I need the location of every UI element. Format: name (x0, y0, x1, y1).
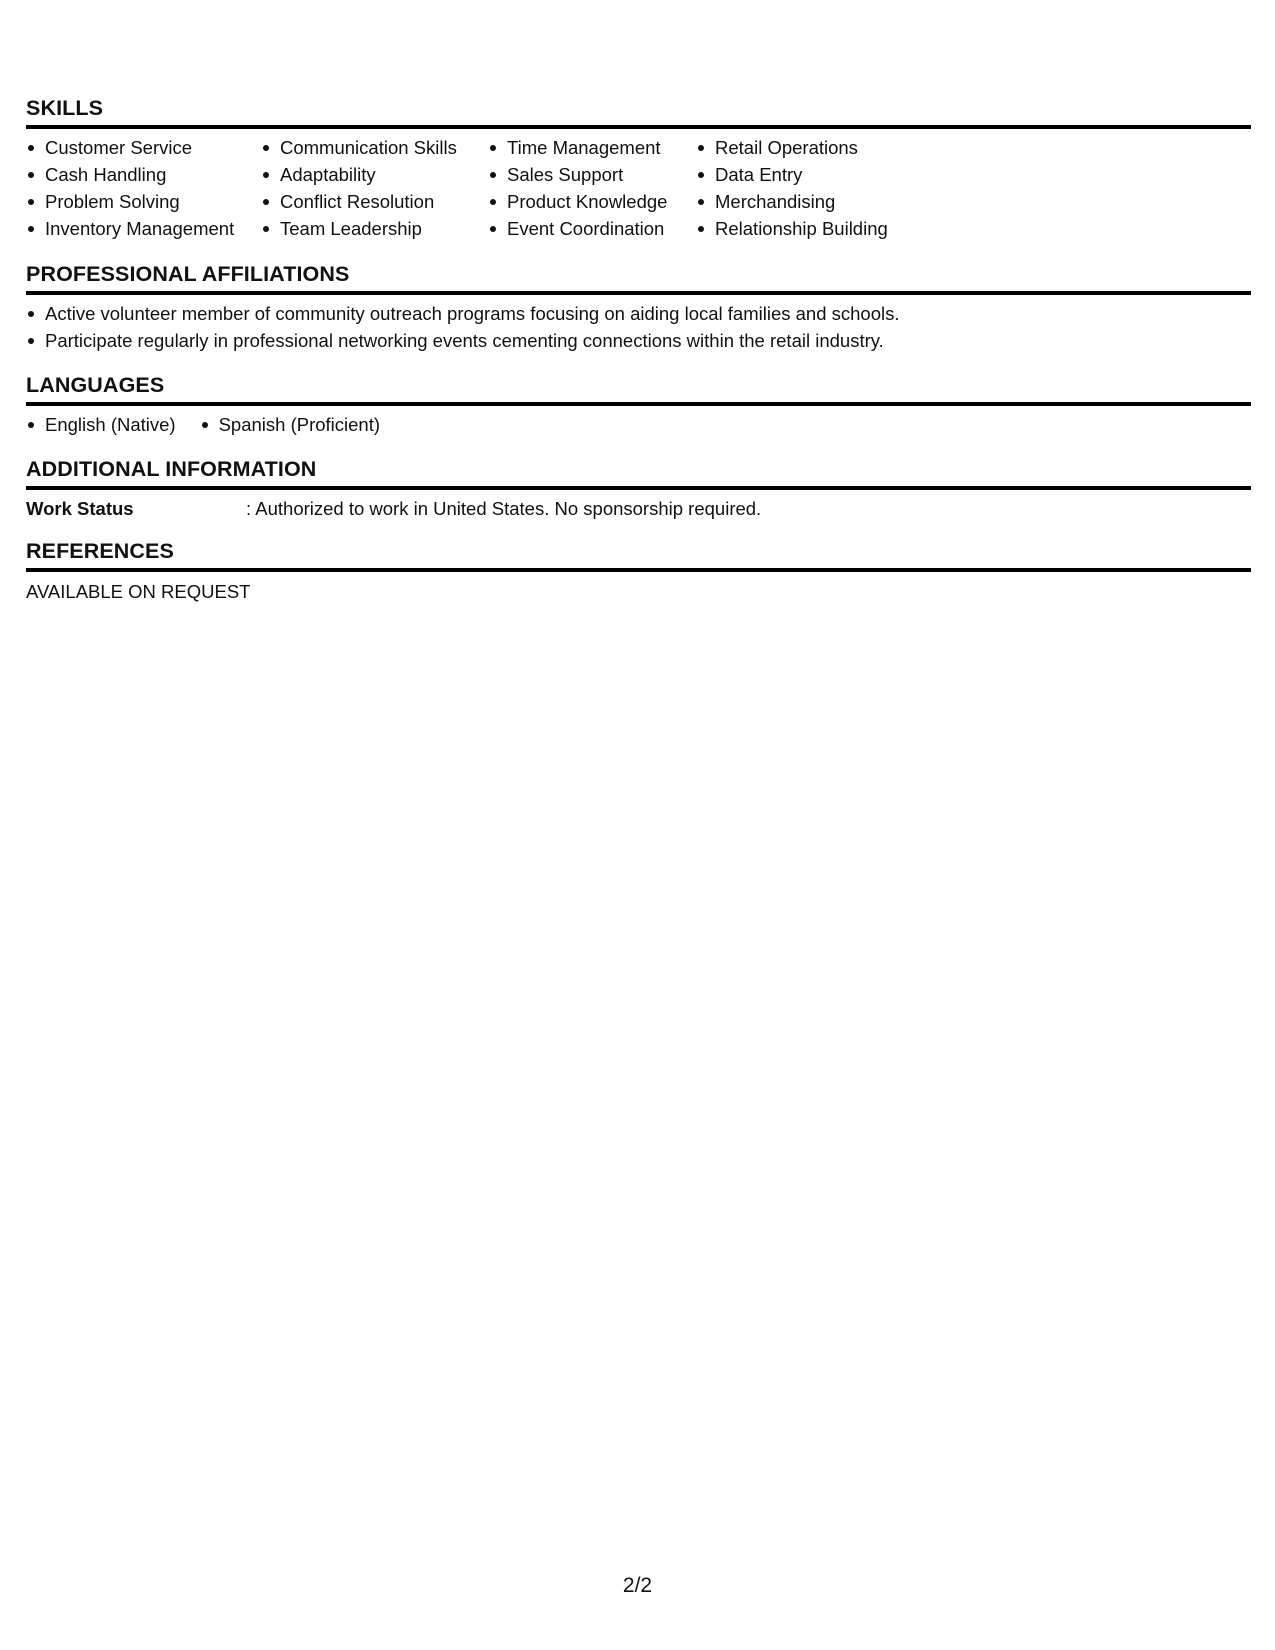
bullet-icon (263, 172, 269, 178)
bullet-icon (28, 145, 34, 151)
skill-label: Customer Service (45, 137, 193, 158)
skill-item (696, 215, 888, 242)
language-item (26, 411, 176, 438)
additional-info-divider (26, 486, 1251, 490)
skill-label: Retail Operations (715, 137, 858, 158)
skills-column-3 (488, 134, 667, 242)
skill-label: Adaptability (280, 164, 376, 185)
skills-column-4 (696, 134, 888, 242)
page-number: 2/2 (622, 1574, 653, 1597)
skill-item (488, 134, 667, 161)
skill-item (261, 161, 457, 188)
skill-item (26, 188, 234, 215)
languages-heading: LANGUAGES (26, 373, 165, 397)
skill-item (261, 188, 457, 215)
bullet-icon (490, 145, 496, 151)
skills-column-1 (26, 134, 234, 242)
skill-item (26, 161, 234, 188)
references-divider (26, 568, 1251, 572)
languages-divider (26, 402, 1251, 406)
skill-label: Time Management (507, 137, 661, 158)
skill-item (26, 215, 234, 242)
bullet-icon (263, 226, 269, 232)
affiliations-heading: PROFESSIONAL AFFILIATIONS (26, 262, 350, 286)
skill-item (261, 134, 457, 161)
skill-item (26, 134, 234, 161)
bullet-icon (263, 199, 269, 205)
affiliations-list (26, 300, 900, 354)
affiliation-item (26, 300, 900, 327)
skill-item (696, 134, 888, 161)
skill-item (696, 188, 888, 215)
bullet-icon (28, 172, 34, 178)
bullet-icon (698, 199, 704, 205)
skills-column-2 (261, 134, 457, 242)
bullet-icon (28, 311, 34, 317)
affiliation-item (26, 327, 900, 354)
skill-label: Conflict Resolution (280, 191, 435, 212)
bullet-icon (263, 145, 269, 151)
skill-label: Team Leadership (280, 218, 422, 239)
language-label: English (Native) (45, 414, 176, 435)
skill-label: Problem Solving (45, 191, 180, 212)
additional-info-heading: ADDITIONAL INFORMATION (26, 457, 317, 481)
skill-label: Relationship Building (715, 218, 888, 239)
bullet-icon (28, 226, 34, 232)
references-heading: REFERENCES (26, 539, 174, 563)
work-status-label: Work Status (26, 498, 134, 519)
language-label: Spanish (Proficient) (218, 414, 381, 435)
bullet-icon (28, 422, 34, 428)
references-text: AVAILABLE ON REQUEST (26, 581, 251, 602)
affiliation-text: Active volunteer member of community outreach programs focusing on aiding local families and schools. (45, 303, 900, 324)
skill-label: Data Entry (715, 164, 803, 185)
skill-label: Inventory Management (45, 218, 235, 239)
bullet-icon (490, 172, 496, 178)
skill-item (696, 161, 888, 188)
skill-label: Event Coordination (507, 218, 665, 239)
skill-label: Cash Handling (45, 164, 167, 185)
bullet-icon (28, 199, 34, 205)
skill-item (488, 215, 667, 242)
languages-list (26, 411, 404, 438)
skill-item (488, 161, 667, 188)
bullet-icon (28, 338, 34, 344)
skill-label: Communication Skills (280, 137, 457, 158)
bullet-icon (490, 226, 496, 232)
skill-label: Sales Support (507, 164, 624, 185)
skills-heading: SKILLS (26, 96, 104, 120)
bullet-icon (490, 199, 496, 205)
bullet-icon (698, 172, 704, 178)
skill-item (261, 215, 457, 242)
bullet-icon (698, 226, 704, 232)
work-status-value: : Authorized to work in United States. No sponsorship required. (246, 498, 762, 519)
bullet-icon (202, 422, 208, 428)
skill-label: Product Knowledge (507, 191, 668, 212)
skills-divider (26, 125, 1251, 129)
affiliation-text: Participate regularly in professional networking events cementing connections within the retail industry. (45, 330, 884, 351)
language-item (200, 411, 380, 438)
skill-label: Merchandising (715, 191, 836, 212)
affiliations-divider (26, 291, 1251, 295)
bullet-icon (698, 145, 704, 151)
skill-item (488, 188, 667, 215)
